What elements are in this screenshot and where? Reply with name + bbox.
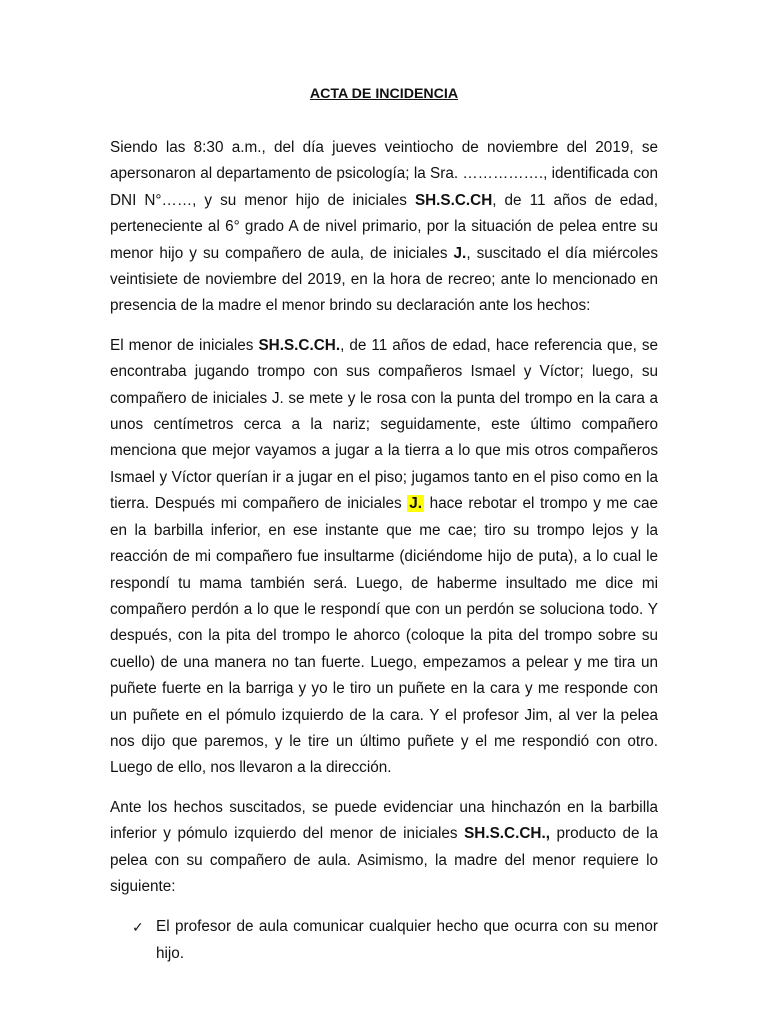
bold-initials: J. bbox=[453, 244, 467, 262]
text-run: Siendo las 8:30 a.m., del día jueves veintiocho de noviembre del 2019, se apersonaron al departamento de psicología; la Sra. ……………., identificada con DNI N°……, y su menor hijo de iniciales bbox=[110, 139, 658, 209]
paragraph-intro bbox=[110, 135, 658, 320]
text-run: , de 11 años de edad, hace referencia que, se encontraba jugando trompo con sus compañeros Ismael y Víctor; luego, su compañero de iniciales J. se mete y le rosa con la punta del trompo en la cara a unos centímetros cerca a la nariz; seguidamente, este último compañero menciona que mejor vayamos a jugar a la tierra a lo que mis otros compañeros Ismael y Víctor querían ir a jugar en el piso; jugamos tanto en el piso como en la tierra. Después mi compañero de iniciales bbox=[110, 336, 659, 513]
text-run: Ante los hechos suscitados, se puede evidenciar una hinchazón en la barbilla inferior y pómulo izquierdo del menor de iniciales bbox=[110, 798, 658, 843]
bold-initials: SH.S.C.CH. bbox=[258, 336, 341, 354]
list-item-text: El profesor de aula comunicar cualquier hecho que ocurra con su menor hijo. bbox=[156, 918, 658, 962]
list-item bbox=[110, 914, 658, 967]
bold-initials: SH.S.C.CH bbox=[414, 191, 493, 209]
check-mark-icon: ✓ bbox=[132, 919, 144, 936]
paragraph-findings bbox=[110, 795, 658, 901]
text-run: , suscitado el día miércoles veintisiete de noviembre del 2019, en la hora de recreo; ante lo mencionado en presencia de la madre el menor brindo su declaración ante los hechos: bbox=[110, 244, 658, 315]
text-run: producto de la pelea con su compañero de aula. Asimismo, la madre del menor requiere lo siguiente: bbox=[110, 825, 658, 895]
highlighted-initials: J. bbox=[409, 495, 423, 513]
text-run: hace rebotar el trompo y me cae en la barbilla inferior, en ese instante que me cae; tiro su trompo lejos y la reacción de mi compañero fue insultarme (diciéndome hijo de puta), a lo cual le respondí tu mama también será. Luego, de haberme insultado me dice mi compañero perdón a lo que le respondí que con un perdón se soluciona todo. Y después, con la pita del trompo le ahorco (coloque la pita del trompo sobre su cuello) de una manera no tan fuerte. Luego, empezamos a pelear y me tira un puñete fuerte en la barriga y yo le tiro un puñete en la cara y me responde con un puñete en el pómulo izquierdo de la cara. Y el profesor Jim, al ver la pelea nos dijo que paremos, y le tire un último puñete y el me respondió con otro. Luego de ello, nos llevaron a la dirección. bbox=[110, 495, 659, 777]
text-run: El menor de iniciales bbox=[110, 336, 259, 354]
text-run: , de 11 años de edad, perteneciente al 6° grado A de nivel primario, por la situación de pelea entre su menor hijo y su compañero de aula, de iniciales bbox=[110, 191, 658, 262]
paragraph-statement bbox=[110, 333, 658, 782]
document-page bbox=[110, 80, 658, 967]
bold-initials: SH.S.C.CH., bbox=[464, 825, 550, 843]
document-title: ACTA DE INCIDENCIA bbox=[309, 86, 459, 102]
requirements-list bbox=[110, 914, 658, 967]
